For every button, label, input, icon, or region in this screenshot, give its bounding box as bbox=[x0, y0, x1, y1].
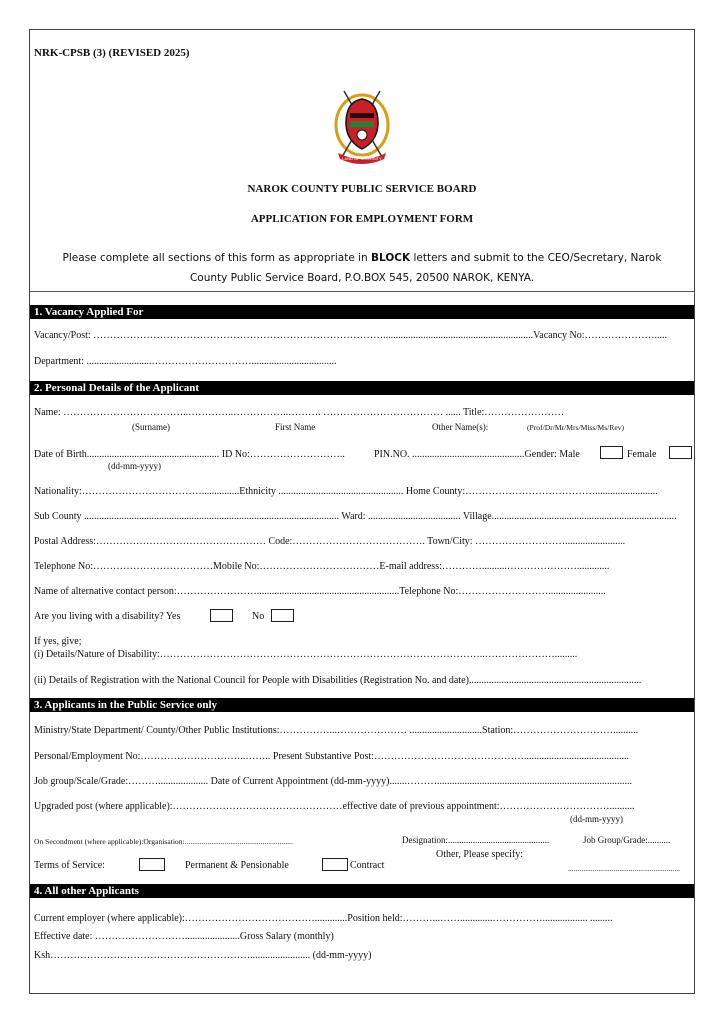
disability-yes-checkbox[interactable] bbox=[210, 609, 233, 622]
subcounty-field[interactable]: Sub County ...................................................................................................... Ward: ..................................... Village.......................................................................... bbox=[34, 511, 677, 522]
contract-checkbox[interactable] bbox=[322, 858, 348, 871]
divider bbox=[30, 291, 694, 292]
gender-female-checkbox[interactable] bbox=[669, 446, 692, 459]
disability-no-checkbox[interactable] bbox=[271, 609, 294, 622]
county-crest-logo bbox=[320, 85, 404, 169]
section-3-header: 3. Applicants in the Public Service only bbox=[30, 698, 694, 712]
first-name-label: First Name bbox=[275, 422, 316, 432]
terms-of-service-label: Terms of Service: bbox=[34, 860, 105, 871]
vacancy-post-field[interactable]: Vacancy/Post: ……………………………………………………………………………............................................................Vacancy No:…………………..... bbox=[34, 330, 668, 341]
other-specify-label: Other, Please specify: bbox=[436, 849, 524, 860]
female-label: Female bbox=[627, 449, 657, 460]
disability-question: Are you living with a disability? Yes bbox=[34, 611, 181, 622]
current-employer-field[interactable]: Current employer (where applicable):………………………………….............Position held:………...…….............…………….................. ......... bbox=[34, 913, 613, 924]
department-field[interactable]: Department: ..........................………………………….................................. bbox=[34, 356, 337, 367]
designation-field[interactable]: Designation:............................................. bbox=[402, 835, 550, 845]
logo-motto: LAND OF DIVERSITY bbox=[342, 156, 382, 161]
contract-label: Contract bbox=[350, 860, 385, 871]
other-specify-field[interactable]: ........................................................... bbox=[568, 864, 681, 873]
if-yes-label: If yes, give; bbox=[34, 636, 82, 647]
section-1-header: 1. Vacancy Applied For bbox=[30, 305, 694, 319]
telephone-field[interactable]: Telephone No:………………………………Mobile No:………………………………E-mail address:…………..........…………………............. bbox=[34, 561, 610, 572]
alt-contact-field[interactable]: Name of alternative contact person:…………………….........................................................Telephone No:………………………....................... bbox=[34, 586, 606, 597]
permanent-checkbox[interactable] bbox=[139, 858, 165, 871]
gender-male-checkbox[interactable] bbox=[600, 446, 623, 459]
effective-date-field[interactable]: Effective date: ………………………......................Gross Salary (monthly) bbox=[34, 931, 334, 942]
pin-gender-field[interactable]: PIN.NO. .............................................Gender: Male bbox=[374, 449, 580, 460]
section-2-header: 2. Personal Details of the Applicant bbox=[30, 381, 694, 395]
ministry-field[interactable]: Ministry/State Department/ County/Other Public Institutions:……………...………………… .............................Station:………………………….......... bbox=[34, 725, 639, 736]
intro-post: letters and submit to the CEO/Secretary, Narok County Public Service Board, P.O.BOX 545, 20500 NAROK, KENYA. bbox=[189, 252, 662, 284]
job-group-grade-field[interactable]: Job Group/Grade:.......... bbox=[583, 835, 671, 845]
intro-pre: Please complete all sections of this form as appropriate in bbox=[62, 252, 372, 264]
disability-no-label: No bbox=[252, 611, 265, 622]
disability-registration-field[interactable]: (ii) Details of Registration with the National Council for People with Disabilities (Registration No. and date)..................................................................... bbox=[34, 675, 642, 686]
dob-format: (dd-mm-yyyy) bbox=[108, 461, 161, 471]
intro-bold: BLOCK bbox=[371, 252, 411, 264]
org-name: NAROK COUNTY PUBLIC SERVICE BOARD bbox=[247, 183, 477, 195]
disability-details-field[interactable]: (i) Details/Nature of Disability:……………………………………………………………………………………..…………………......... bbox=[34, 649, 578, 660]
name-field[interactable]: Name: ………………………………..…………..……………..………. ……………………………… ...... Title:…………………… bbox=[34, 407, 565, 418]
form-title: APPLICATION FOR EMPLOYMENT FORM bbox=[250, 213, 474, 225]
form-reference: NRK-CPSB (3) (REVISED 2025) bbox=[34, 47, 190, 59]
other-names-label: Other Name(s): bbox=[432, 422, 489, 432]
secondment-field[interactable]: On Secondment (where applicable):Organisation:......................................................... bbox=[34, 837, 293, 846]
postal-address-field[interactable]: Postal Address:…………………………………………… Code:…………………………………. Town/City: ………………………........................ bbox=[34, 536, 626, 547]
instructions bbox=[30, 248, 694, 288]
dob-id-field[interactable]: Date of Birth..................................................... ID No:……………………….. bbox=[34, 449, 345, 460]
nationality-field[interactable]: Nationality:………………………………...............Ethnicity .................................................. Home County:…………………………………......................... bbox=[34, 486, 658, 497]
title-options: (Prof/Dr/Mr/Mrs/Miss/Ms/Rev) bbox=[527, 423, 625, 432]
permanent-label: Permanent & Pensionable bbox=[185, 860, 289, 871]
upgraded-date-format: (dd-mm-yyyy) bbox=[570, 814, 623, 824]
surname-label: (Surname) bbox=[132, 422, 170, 432]
gross-salary-field[interactable]: Ksh……………………………………………………........................ (dd-mm-yyyy) bbox=[34, 950, 372, 961]
section-4-header: 4. All other Applicants bbox=[30, 884, 694, 898]
form-page bbox=[29, 29, 695, 994]
upgraded-post-field[interactable]: Upgraded post (where applicable):……………………………………………effective date of previous appointment:…………………………….......... bbox=[34, 801, 635, 812]
job-group-field[interactable]: Job group/Scale/Grade:……….................... Date of Current Appointment (dd-mm-yyyy).......……….............................................................................. bbox=[34, 776, 632, 787]
personal-no-field[interactable]: Personal/Employment No:…………………………..…….. Present Substantive Post:……………………………………….......................................... bbox=[34, 751, 629, 762]
